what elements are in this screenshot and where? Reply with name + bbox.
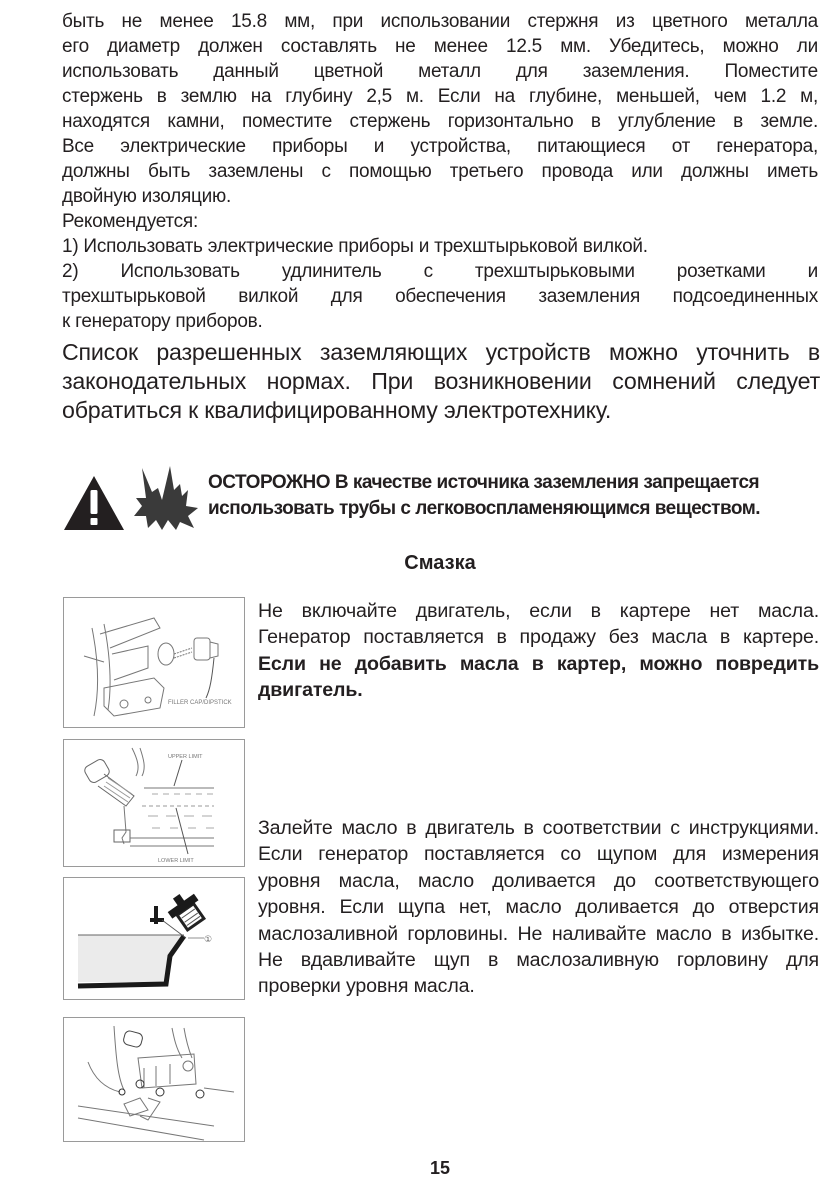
recommendation-item: 2) Использовать удлинитель с трехштырьковыми розетками и xyxy=(62,261,818,282)
engine-oil-drain-figure xyxy=(63,1017,245,1142)
text-line: его диаметр должен составлять не менее 12.5 мм. Убедитесь, можно ли xyxy=(62,36,818,57)
caution-block xyxy=(62,466,822,536)
oil-warning-bold: Если не добавить масла в картер, можно повредить двигатель. xyxy=(258,652,819,702)
text-line: стержень в землю на глубину 2,5 м. Если на глубине, меньшей, чем 1.2 м, xyxy=(62,86,818,107)
filler-cap-dipstick-figure xyxy=(63,597,245,728)
explosion-icon xyxy=(132,466,200,537)
text-line: Все электрические приборы и устройства, питающиеся от генератора, xyxy=(62,136,818,157)
recommended-label: Рекомендуется: xyxy=(62,211,198,232)
note-line: законодательных нормах. При возникновении сомнений следует xyxy=(62,368,820,394)
text-line: использовать данный цветной металл для заземления. Поместите xyxy=(62,61,818,82)
text-line: быть не менее 15.8 мм, при использовании стержня из цветного металла xyxy=(62,11,818,32)
note-line: обратиться к квалифицированному электротехнику. xyxy=(62,397,612,423)
warning-triangle-icon xyxy=(62,474,126,537)
recommendation-item: к генератору приборов. xyxy=(62,311,263,332)
text-line: двойную изоляцию. xyxy=(62,186,232,207)
oil-warning-paragraph xyxy=(258,598,819,704)
text-line: должны быть заземлены с помощью третьего провода или должны иметь xyxy=(62,161,818,182)
oil-level-limits-figure xyxy=(63,739,245,867)
note-line: Список разрешенных заземляющих устройств можно уточнить в xyxy=(62,339,820,365)
recommendation-item: трехштырьковой вилкой для обеспечения заземления подсоединенных xyxy=(62,286,818,307)
caution-line-1: ОСТОРОЖНО В качестве источника заземления запрещается xyxy=(208,472,760,493)
page-number: 15 xyxy=(429,1158,451,1178)
figure-marker: ① xyxy=(204,935,213,945)
oil-warning-text: Не включайте двигатель, если в картере нет масла. Генератор поставляется в продажу без масла в картере. xyxy=(258,600,819,649)
section-title: Смазка xyxy=(404,552,476,574)
oil-fill-paragraph: Залейте масло в двигатель в соответствии с инструкциями. Если генератор поставляется со щупом для измерения уровня масла, масло доливается до соответствующего уровня. Если щупа нет, масло доливается до отверстия маслозаливной горловины. Не наливайте масло в избытке. Не вдавливайте щуп в маслозаливную горловину для проверки уровня масла. xyxy=(258,817,819,998)
recommendation-item: 1) Использовать электрические приборы и трехштырьковой вилкой. xyxy=(62,236,648,257)
upper-limit-label: UPPER LIMIT xyxy=(168,754,203,760)
figure-label: FILLER CAP/DIPSTICK xyxy=(168,700,232,706)
text-line: находятся камни, поместите стержень горизонтально в углубление в земле. xyxy=(62,111,818,132)
oil-filler-neck-figure xyxy=(63,877,245,1000)
lower-limit-label: LOWER LIMIT xyxy=(158,858,194,864)
caution-line-2: использовать трубы с легковоспламеняющимся веществом. xyxy=(208,498,761,519)
